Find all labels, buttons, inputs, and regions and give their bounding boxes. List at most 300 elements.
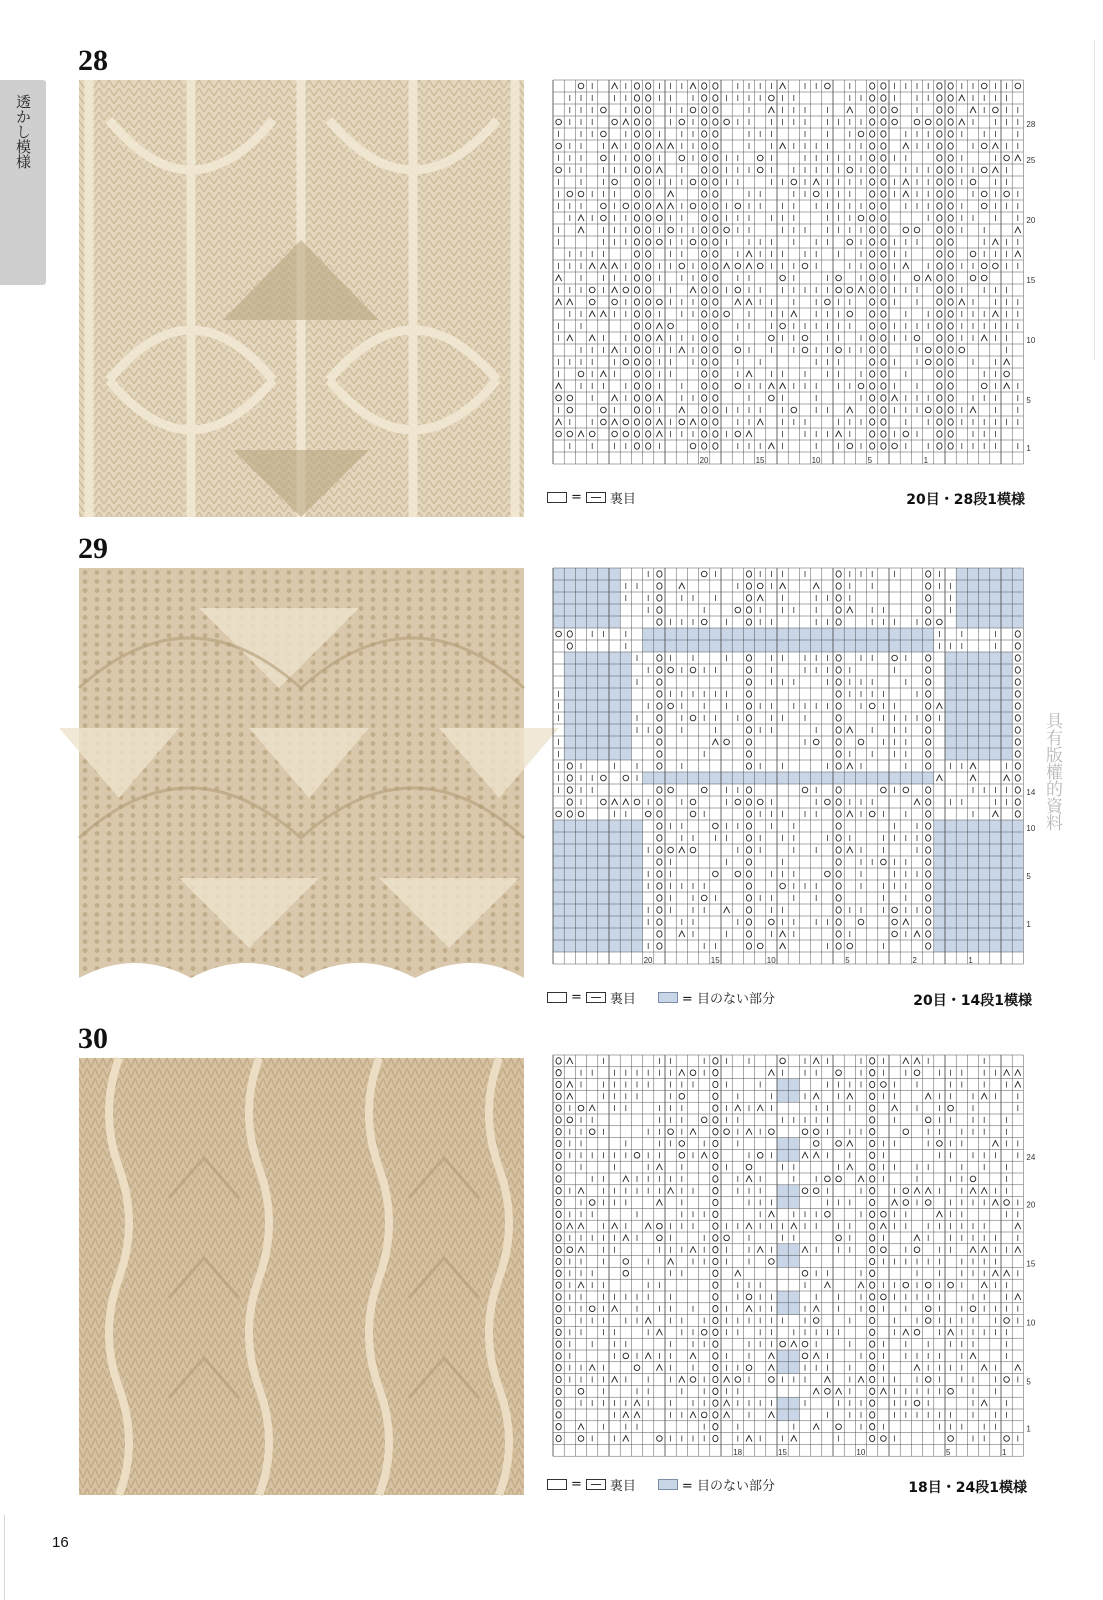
- yarn-over-symbol: [881, 1436, 887, 1442]
- decrease-symbol: [813, 1388, 819, 1394]
- decrease-symbol: [903, 179, 909, 185]
- twisted-stitch-symbol: [634, 347, 639, 353]
- yarn-over-symbol: [802, 1271, 808, 1277]
- decrease-symbol: [847, 763, 853, 769]
- twisted-stitch-symbol: [836, 607, 841, 613]
- twisted-stitch-symbol: [702, 371, 707, 377]
- yarn-over-symbol: [903, 1129, 909, 1135]
- yarn-over-symbol: [836, 347, 842, 353]
- yarn-over-symbol: [657, 215, 663, 221]
- twisted-stitch-symbol: [937, 323, 942, 329]
- twisted-stitch-symbol: [634, 263, 639, 269]
- yarn-over-symbol: [612, 179, 618, 185]
- yarn-over-symbol: [757, 1153, 763, 1159]
- decrease-symbol: [656, 335, 662, 341]
- twisted-stitch-symbol: [634, 395, 639, 401]
- yarn-over-symbol: [981, 83, 987, 89]
- twisted-stitch-symbol: [713, 179, 718, 185]
- yarn-over-symbol: [589, 299, 595, 305]
- twisted-stitch-symbol: [646, 83, 651, 89]
- decrease-symbol: [600, 263, 606, 269]
- decrease-symbol: [970, 775, 976, 781]
- yarn-over-symbol: [825, 799, 831, 805]
- twisted-stitch-symbol: [556, 1164, 561, 1170]
- decrease-symbol: [858, 1377, 864, 1383]
- twisted-stitch-symbol: [948, 239, 953, 245]
- twisted-stitch-symbol: [713, 1140, 718, 1146]
- twisted-stitch-symbol: [713, 167, 718, 173]
- twisted-stitch-symbol: [948, 263, 953, 269]
- twisted-stitch-symbol: [870, 1235, 875, 1241]
- decrease-symbol: [970, 763, 976, 769]
- yarn-over-symbol: [690, 1070, 696, 1076]
- twisted-stitch-symbol: [657, 787, 662, 793]
- twisted-stitch-symbol: [870, 335, 875, 341]
- column-number-label: 1: [968, 956, 973, 965]
- yarn-over-symbol: [578, 1389, 584, 1395]
- twisted-stitch-symbol: [870, 1188, 875, 1194]
- twisted-stitch-symbol: [702, 443, 707, 449]
- twisted-stitch-symbol: [870, 107, 875, 113]
- twisted-stitch-symbol: [836, 739, 841, 745]
- twisted-stitch-symbol: [948, 275, 953, 281]
- twisted-stitch-symbol: [870, 431, 875, 437]
- yarn-over-symbol: [847, 287, 853, 293]
- decrease-symbol: [936, 775, 942, 781]
- decrease-symbol: [903, 263, 909, 269]
- twisted-stitch-symbol: [926, 751, 931, 757]
- twisted-stitch-symbol: [948, 299, 953, 305]
- twisted-stitch-symbol: [713, 1247, 718, 1253]
- twisted-stitch-symbol: [746, 751, 751, 757]
- knit-symbol-box: [547, 992, 567, 1003]
- twisted-stitch-symbol: [948, 407, 953, 413]
- twisted-stitch-symbol: [713, 143, 718, 149]
- yarn-over-symbol: [724, 739, 730, 745]
- twisted-stitch-symbol: [713, 1424, 718, 1430]
- yarn-over-symbol: [836, 275, 842, 281]
- twisted-stitch-symbol: [926, 943, 931, 949]
- decrease-symbol: [914, 931, 920, 937]
- twisted-stitch-symbol: [702, 359, 707, 365]
- yarn-over-symbol: [1004, 371, 1010, 377]
- twisted-stitch-symbol: [881, 407, 886, 413]
- twisted-stitch-symbol: [926, 655, 931, 661]
- no-stitch-symbol-box: [658, 992, 678, 1003]
- decrease-symbol: [679, 847, 685, 853]
- column-number-label: 10: [811, 456, 821, 465]
- column-number-label: 10: [856, 1448, 866, 1458]
- decrease-symbol: [836, 1388, 842, 1394]
- decrease-symbol: [735, 1105, 741, 1111]
- decrease-symbol: [847, 1164, 853, 1170]
- twisted-stitch-symbol: [713, 1435, 718, 1441]
- twisted-stitch-symbol: [870, 179, 875, 185]
- twisted-stitch-symbol: [646, 323, 651, 329]
- yarn-over-symbol: [634, 799, 640, 805]
- twisted-stitch-symbol: [870, 1176, 875, 1182]
- decrease-symbol: [858, 1176, 864, 1182]
- yarn-over-symbol: [925, 347, 931, 353]
- twisted-stitch-symbol: [657, 943, 662, 949]
- twisted-stitch-symbol: [713, 119, 718, 125]
- decrease-symbol: [567, 1058, 573, 1064]
- twisted-stitch-symbol: [556, 1341, 561, 1347]
- twisted-stitch-symbol: [657, 619, 662, 625]
- twisted-stitch-symbol: [567, 787, 572, 793]
- decrease-symbol: [724, 1412, 730, 1418]
- yarn-over-symbol: [567, 407, 573, 413]
- twisted-stitch-symbol: [1015, 799, 1020, 805]
- twisted-stitch-symbol: [634, 407, 639, 413]
- twisted-stitch-symbol: [713, 1306, 718, 1312]
- decrease-symbol: [578, 1282, 584, 1288]
- twisted-stitch-symbol: [937, 431, 942, 437]
- decrease-symbol: [1004, 1070, 1010, 1076]
- twisted-stitch-symbol: [1015, 643, 1020, 649]
- decrease-symbol: [768, 1070, 774, 1076]
- twisted-stitch-symbol: [926, 919, 931, 925]
- twisted-stitch-symbol: [881, 263, 886, 269]
- yarn-over-symbol: [813, 1318, 819, 1324]
- decrease-symbol: [757, 595, 763, 601]
- yarn-over-symbol: [970, 275, 976, 281]
- decrease-symbol: [746, 299, 752, 305]
- yarn-over-symbol: [813, 1188, 819, 1194]
- decrease-symbol: [992, 811, 998, 817]
- twisted-stitch-symbol: [836, 571, 841, 577]
- yarn-over-symbol: [690, 443, 696, 449]
- yarn-over-symbol: [802, 1353, 808, 1359]
- yarn-over-symbol: [735, 287, 741, 293]
- row-number-label: 10: [1026, 824, 1036, 833]
- twisted-stitch-symbol: [713, 239, 718, 245]
- yarn-over-symbol: [925, 359, 931, 365]
- twisted-stitch-symbol: [713, 443, 718, 449]
- twisted-stitch-symbol: [836, 871, 841, 877]
- decrease-symbol: [925, 1093, 931, 1099]
- yarn-over-symbol: [757, 263, 763, 269]
- twisted-stitch-symbol: [870, 1105, 875, 1111]
- twisted-stitch-symbol: [870, 1223, 875, 1229]
- twisted-stitch-symbol: [937, 191, 942, 197]
- twisted-stitch-symbol: [646, 335, 651, 341]
- twisted-stitch-symbol: [937, 335, 942, 341]
- twisted-stitch-symbol: [657, 871, 662, 877]
- twisted-stitch-symbol: [713, 1117, 718, 1123]
- yarn-over-symbol: [858, 739, 864, 745]
- yarn-over-symbol: [925, 1282, 931, 1288]
- page-edge-rule: [1094, 40, 1095, 360]
- twisted-stitch-symbol: [556, 1247, 561, 1253]
- yarn-over-symbol: [634, 1365, 640, 1371]
- decrease-symbol: [656, 323, 662, 329]
- twisted-stitch-symbol: [657, 727, 662, 733]
- decrease-symbol: [701, 1152, 707, 1158]
- twisted-stitch-symbol: [713, 383, 718, 389]
- twisted-stitch-symbol: [948, 311, 953, 317]
- twisted-stitch-symbol: [870, 1317, 875, 1323]
- twisted-stitch-symbol: [836, 619, 841, 625]
- twisted-stitch-symbol: [836, 811, 841, 817]
- twisted-stitch-symbol: [870, 347, 875, 353]
- twisted-stitch-symbol: [746, 655, 751, 661]
- twisted-stitch-symbol: [746, 883, 751, 889]
- yarn-over-symbol: [981, 383, 987, 389]
- decrease-symbol: [746, 1306, 752, 1312]
- decrease-symbol: [578, 227, 584, 233]
- twisted-stitch-symbol: [948, 287, 953, 293]
- decrease-symbol: [578, 1247, 584, 1253]
- decrease-symbol: [813, 1152, 819, 1158]
- twisted-stitch-symbol: [926, 571, 931, 577]
- twisted-stitch-symbol: [556, 1317, 561, 1323]
- twisted-stitch-symbol: [646, 131, 651, 137]
- twisted-stitch-symbol: [702, 299, 707, 305]
- twisted-stitch-symbol: [746, 859, 751, 865]
- twisted-stitch-symbol: [870, 299, 875, 305]
- decrease-symbol: [556, 299, 562, 305]
- decrease-symbol: [802, 1247, 808, 1253]
- no-stitch-symbol-box: [658, 1479, 678, 1490]
- twisted-stitch-symbol: [713, 1164, 718, 1170]
- decrease-symbol: [612, 1223, 618, 1229]
- twisted-stitch-symbol: [881, 203, 886, 209]
- decrease-symbol: [1015, 1223, 1021, 1229]
- decrease-symbol: [1004, 383, 1010, 389]
- decrease-symbol: [757, 1105, 763, 1111]
- twisted-stitch-symbol: [836, 943, 841, 949]
- twisted-stitch-symbol: [926, 823, 931, 829]
- twisted-stitch-symbol: [713, 1329, 718, 1335]
- twisted-stitch-symbol: [926, 871, 931, 877]
- twisted-stitch-symbol: [646, 119, 651, 125]
- row-number-label: 1: [1026, 444, 1031, 453]
- yarn-over-symbol: [701, 895, 707, 901]
- yarn-over-symbol: [679, 419, 685, 425]
- yarn-over-symbol: [668, 703, 674, 709]
- twisted-stitch-symbol: [881, 395, 886, 401]
- twisted-stitch-symbol: [556, 1270, 561, 1276]
- yarn-over-symbol: [657, 299, 663, 305]
- decrease-symbol: [690, 1412, 696, 1418]
- decrease-symbol: [1015, 1365, 1021, 1371]
- twisted-stitch-symbol: [881, 131, 886, 137]
- twisted-stitch-symbol: [870, 1164, 875, 1170]
- twisted-stitch-symbol: [713, 131, 718, 137]
- twisted-stitch-symbol: [746, 763, 751, 769]
- decrease-symbol: [623, 1436, 629, 1442]
- twisted-stitch-symbol: [746, 667, 751, 673]
- yarn-over-symbol: [858, 215, 864, 221]
- page-edge-rule-left: [4, 1515, 5, 1600]
- twisted-stitch-symbol: [713, 83, 718, 89]
- yarn-over-symbol: [825, 1176, 831, 1182]
- yarn-over-symbol: [925, 1318, 931, 1324]
- twisted-stitch-symbol: [881, 359, 886, 365]
- yarn-over-symbol: [724, 311, 730, 317]
- twisted-stitch-symbol: [634, 119, 639, 125]
- yarn-over-symbol: [556, 631, 562, 637]
- decrease-symbol: [981, 1188, 987, 1194]
- twisted-stitch-symbol: [702, 155, 707, 161]
- twisted-stitch-symbol: [634, 131, 639, 137]
- yarn-over-symbol: [701, 619, 707, 625]
- twisted-stitch-symbol: [556, 1081, 561, 1087]
- twisted-stitch-symbol: [948, 227, 953, 233]
- yarn-over-symbol: [623, 287, 629, 293]
- twisted-stitch-symbol: [713, 1388, 718, 1394]
- twisted-stitch-symbol: [556, 1117, 561, 1123]
- yarn-over-symbol: [690, 239, 696, 245]
- twisted-stitch-symbol: [646, 431, 651, 437]
- twisted-stitch-symbol: [634, 275, 639, 281]
- twisted-stitch-symbol: [634, 107, 639, 113]
- twisted-stitch-symbol: [746, 907, 751, 913]
- decrease-symbol: [780, 383, 786, 389]
- twisted-stitch-symbol: [926, 727, 931, 733]
- twisted-stitch-symbol: [567, 775, 572, 781]
- yarn-over-symbol: [657, 239, 663, 245]
- twisted-stitch-symbol: [702, 263, 707, 269]
- yarn-over-symbol: [914, 335, 920, 341]
- repeat-info: 20目・14段1模様: [913, 993, 1032, 1009]
- twisted-stitch-symbol: [702, 407, 707, 413]
- twisted-stitch-symbol: [634, 239, 639, 245]
- decrease-symbol: [757, 1247, 763, 1253]
- yarn-over-symbol: [780, 323, 786, 329]
- twisted-stitch-symbol: [746, 847, 751, 853]
- twisted-stitch-symbol: [713, 155, 718, 161]
- twisted-stitch-symbol: [713, 1282, 718, 1288]
- twisted-stitch-symbol: [948, 215, 953, 221]
- decrease-symbol: [679, 347, 685, 353]
- purl-label: 裏目: [609, 992, 636, 1007]
- twisted-stitch-symbol: [713, 263, 718, 269]
- chart-grid-28: [553, 80, 1036, 475]
- chart-legend: = 裏目 = 目のない部分: [547, 1475, 775, 1494]
- yarn-over-symbol: [836, 1141, 842, 1147]
- twisted-stitch-symbol: [646, 287, 651, 293]
- decrease-symbol: [567, 1093, 573, 1099]
- decrease-symbol: [668, 143, 674, 149]
- yarn-over-symbol: [690, 799, 696, 805]
- decrease-symbol: [623, 1176, 629, 1182]
- twisted-stitch-symbol: [567, 799, 572, 805]
- pattern-number: 30: [78, 1022, 108, 1055]
- twisted-stitch-symbol: [746, 571, 751, 577]
- twisted-stitch-symbol: [881, 383, 886, 389]
- yarn-over-symbol: [757, 943, 763, 949]
- yarn-over-symbol: [668, 1129, 674, 1135]
- twisted-stitch-symbol: [870, 407, 875, 413]
- twisted-stitch-symbol: [1015, 727, 1020, 733]
- twisted-stitch-symbol: [556, 1294, 561, 1300]
- yarn-over-symbol: [903, 1188, 909, 1194]
- twisted-stitch-symbol: [1015, 751, 1020, 757]
- twisted-stitch-symbol: [870, 1424, 875, 1430]
- row-number-label: 1: [1026, 920, 1031, 929]
- decrease-symbol: [880, 1388, 886, 1394]
- yarn-over-symbol: [791, 407, 797, 413]
- twisted-stitch-symbol: [713, 1081, 718, 1087]
- decrease-symbol: [948, 1329, 954, 1335]
- twisted-stitch-symbol: [646, 95, 651, 101]
- twisted-stitch-symbol: [702, 191, 707, 197]
- twisted-stitch-symbol: [556, 1058, 561, 1064]
- twisted-stitch-symbol: [657, 691, 662, 697]
- decrease-symbol: [746, 251, 752, 257]
- yarn-over-symbol: [556, 119, 562, 125]
- twisted-stitch-symbol: [657, 595, 662, 601]
- twisted-stitch-symbol: [870, 1353, 875, 1359]
- twisted-stitch-symbol: [870, 1129, 875, 1135]
- twisted-stitch-symbol: [746, 715, 751, 721]
- twisted-stitch-symbol: [567, 811, 572, 817]
- yarn-over-symbol: [881, 787, 887, 793]
- twisted-stitch-symbol: [926, 715, 931, 721]
- yarn-over-symbol: [903, 787, 909, 793]
- twisted-stitch-symbol: [881, 107, 886, 113]
- yarn-over-symbol: [735, 607, 741, 613]
- yarn-over-symbol: [914, 1330, 920, 1336]
- twisted-stitch-symbol: [881, 419, 886, 425]
- row-number-label: 24: [1026, 1153, 1036, 1163]
- yarn-over-symbol: [836, 287, 842, 293]
- twisted-stitch-symbol: [948, 143, 953, 149]
- yarn-over-symbol: [679, 1153, 685, 1159]
- decrease-symbol: [556, 383, 562, 389]
- decrease-symbol: [847, 107, 853, 113]
- swatch-image-28: [79, 80, 524, 517]
- yarn-over-symbol: [690, 1377, 696, 1383]
- yarn-over-symbol: [1004, 191, 1010, 197]
- decrease-symbol: [1015, 1294, 1021, 1300]
- twisted-stitch-symbol: [926, 883, 931, 889]
- twisted-stitch-symbol: [713, 1129, 718, 1135]
- yarn-over-symbol: [903, 1200, 909, 1206]
- yarn-over-symbol: [858, 131, 864, 137]
- yarn-over-symbol: [679, 119, 685, 125]
- yarn-over-symbol: [601, 775, 607, 781]
- pattern-number: 28: [78, 44, 108, 77]
- twisted-stitch-symbol: [937, 203, 942, 209]
- twisted-stitch-symbol: [870, 1211, 875, 1217]
- twisted-stitch-symbol: [937, 311, 942, 317]
- column-number-label: 15: [710, 956, 720, 965]
- twisted-stitch-symbol: [657, 655, 662, 661]
- twisted-stitch-symbol: [881, 431, 886, 437]
- decrease-symbol: [746, 263, 752, 269]
- twisted-stitch-symbol: [870, 83, 875, 89]
- twisted-stitch-symbol: [870, 1294, 875, 1300]
- column-number-label: 20: [643, 956, 653, 965]
- decrease-symbol: [847, 811, 853, 817]
- decrease-symbol: [903, 143, 909, 149]
- yarn-over-symbol: [791, 179, 797, 185]
- twisted-stitch-symbol: [870, 239, 875, 245]
- decrease-symbol: [690, 1353, 696, 1359]
- twisted-stitch-symbol: [713, 191, 718, 197]
- twisted-stitch-symbol: [870, 1152, 875, 1158]
- yarn-over-symbol: [690, 107, 696, 113]
- twisted-stitch-symbol: [948, 179, 953, 185]
- column-number-label: 20: [699, 456, 709, 465]
- yarn-over-symbol: [578, 83, 584, 89]
- decrease-symbol: [746, 371, 752, 377]
- twisted-stitch-symbol: [702, 215, 707, 221]
- twisted-stitch-symbol: [657, 919, 662, 925]
